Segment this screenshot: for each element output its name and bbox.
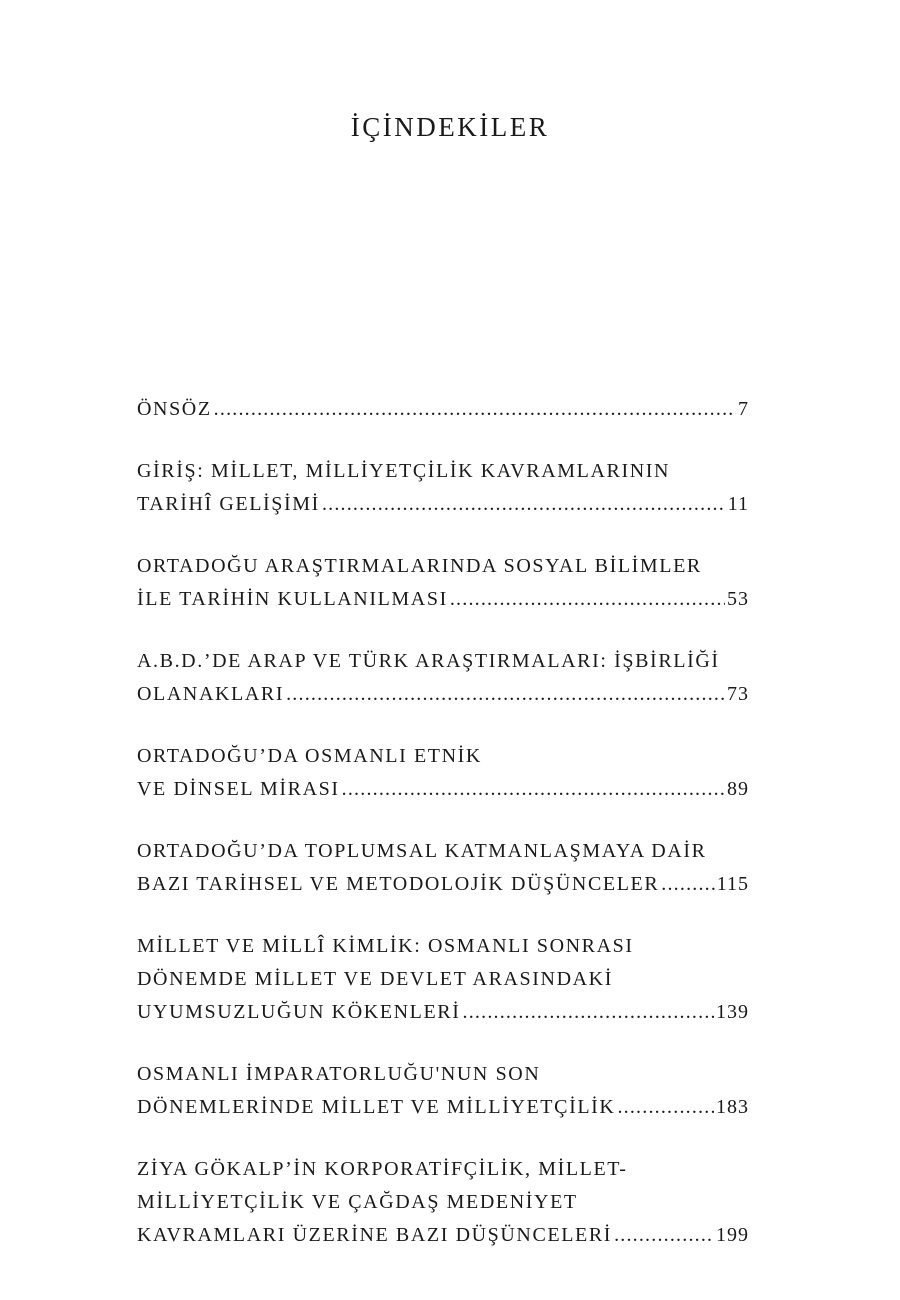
toc-page-number: 115	[716, 873, 749, 895]
dot-leader	[322, 488, 726, 521]
toc-page-number: 7	[738, 398, 749, 420]
toc-entry-title: ÖNSÖZ	[137, 398, 212, 420]
toc-entry[interactable]	[137, 455, 749, 521]
page-title: İÇİNDEKİLER	[350, 112, 550, 142]
toc-entry-title-line: ORTADOĞU’DA TOPLUMSAL KATMANLAŞMAYA DAİR	[137, 840, 707, 862]
toc-entry-title-line: ZİYA GÖKALP’İN KORPORATİFÇİLİK, MİLLET-	[137, 1158, 628, 1180]
toc-entry-title: DÖNEMLERİNDE MİLLET VE MİLLİYETÇİLİK	[137, 1096, 616, 1118]
toc-page-number: 199	[716, 1224, 749, 1246]
toc-entry-last-line	[137, 583, 749, 616]
table-of-contents	[137, 393, 749, 1281]
toc-entry-last-line	[137, 1091, 749, 1124]
dot-leader	[614, 1219, 714, 1252]
toc-page-number: 139	[716, 1001, 749, 1023]
toc-entry-last-line	[137, 773, 749, 806]
toc-entry[interactable]	[137, 740, 749, 806]
toc-page-number: 89	[727, 778, 749, 800]
dot-leader	[214, 393, 736, 426]
toc-entry[interactable]	[137, 393, 749, 426]
toc-entry-title-line: OSMANLI İMPARATORLUĞU'NUN SON	[137, 1063, 541, 1085]
toc-entry-last-line	[137, 868, 749, 901]
toc-entry-title: OLANAKLARI	[137, 683, 285, 705]
toc-page-number: 11	[727, 493, 749, 515]
toc-entry-title-line: A.B.D.’DE ARAP VE TÜRK ARAŞTIRMALARI: İŞBİRLİĞİ	[137, 650, 720, 672]
toc-entry-last-line	[137, 996, 749, 1029]
dot-leader	[463, 996, 714, 1029]
toc-entry[interactable]	[137, 645, 749, 711]
toc-entry-title: UYUMSUZLUĞUN KÖKENLERİ	[137, 1001, 461, 1023]
toc-entry-title: VE DİNSEL MİRASI	[137, 778, 340, 800]
toc-entry-last-line	[137, 488, 749, 521]
toc-entry[interactable]	[137, 1153, 749, 1252]
toc-page-number: 53	[727, 588, 749, 610]
toc-entry-title: İLE TARİHİN KULLANILMASI	[137, 588, 448, 610]
toc-entry-title-line: ORTADOĞU ARAŞTIRMALARINDA SOSYAL BİLİMLER	[137, 555, 702, 577]
dot-leader	[661, 868, 714, 901]
toc-entry[interactable]	[137, 550, 749, 616]
toc-entry-title: BAZI TARİHSEL VE METODOLOJİK DÜŞÜNCELER	[137, 873, 660, 895]
toc-entry-last-line	[137, 1219, 749, 1252]
toc-entry[interactable]	[137, 835, 749, 901]
toc-entry-title-line: DÖNEMDE MİLLET VE DEVLET ARASINDAKİ	[137, 968, 613, 990]
toc-page-number: 183	[716, 1096, 749, 1118]
toc-entry-title-line: MİLLİYETÇİLİK VE ÇAĞDAŞ MEDENİYET	[137, 1191, 578, 1213]
toc-entry[interactable]	[137, 1058, 749, 1124]
dot-leader	[450, 583, 725, 616]
dot-leader	[342, 773, 725, 806]
toc-entry-title-line: ORTADOĞU’DA OSMANLI ETNİK	[137, 745, 482, 767]
dot-leader	[617, 1091, 714, 1124]
toc-entry-title-line: MİLLET VE MİLLÎ KİMLİK: OSMANLI SONRASI	[137, 935, 634, 957]
toc-entry-title: TARİHÎ GELİŞİMİ	[137, 493, 320, 515]
toc-entry-title-line: GİRİŞ: MİLLET, MİLLİYETÇİLİK KAVRAMLARININ	[137, 460, 671, 482]
toc-entry-last-line	[137, 678, 749, 711]
toc-entry-last-line	[137, 393, 749, 426]
toc-page-number: 73	[727, 683, 749, 705]
toc-entry-title: KAVRAMLARI ÜZERİNE BAZI DÜŞÜNCELERİ	[137, 1224, 613, 1246]
dot-leader	[286, 678, 725, 711]
toc-entry[interactable]	[137, 930, 749, 1029]
